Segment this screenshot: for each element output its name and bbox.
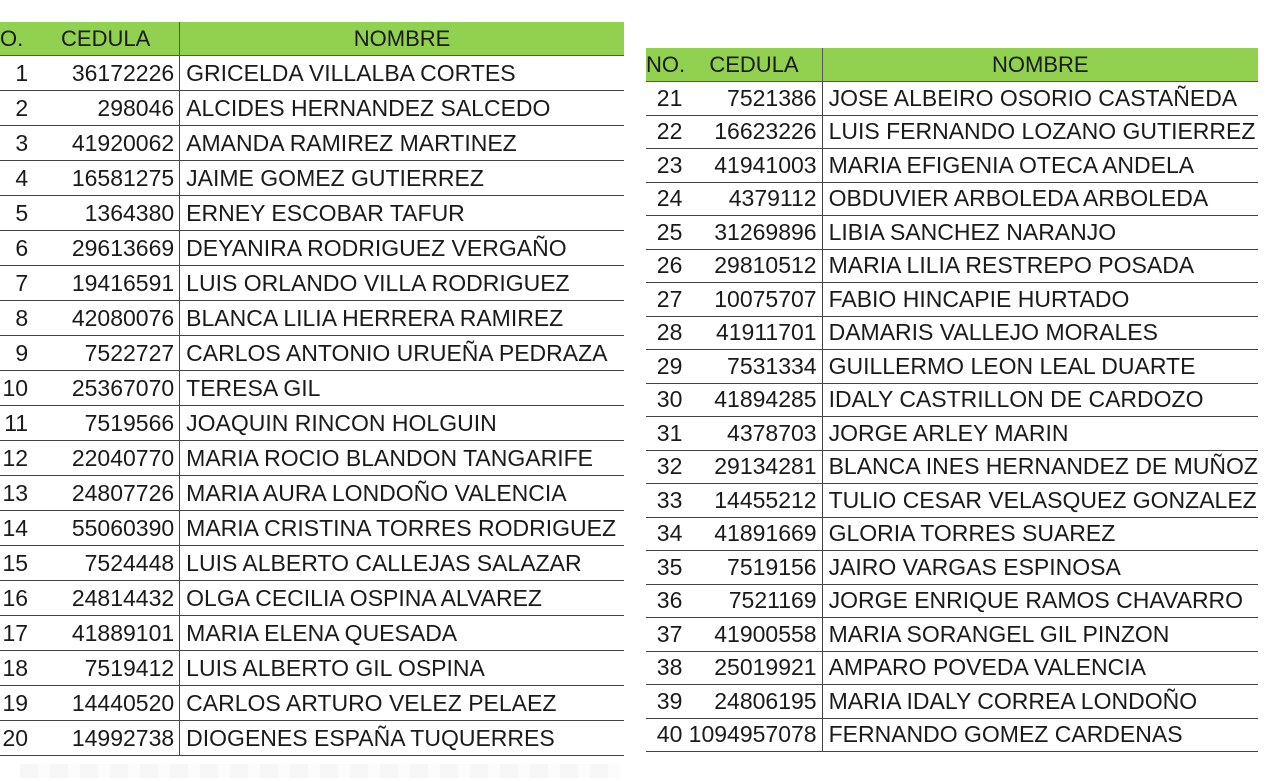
nombre-cell: TULIO CESAR VELASQUEZ GONZALEZ (822, 484, 1258, 518)
nombre-cell: ALCIDES HERNANDEZ SALCEDO (180, 91, 624, 126)
cedula-cell: 25367070 (32, 371, 180, 406)
nombre-cell: OBDUVIER ARBOLEDA ARBOLEDA (822, 182, 1258, 216)
left-table-panel (0, 22, 636, 758)
table-row (646, 182, 1258, 216)
table-row (646, 149, 1258, 183)
cedula-cell: 14455212 (686, 484, 822, 518)
cedula-cell: 7522727 (32, 336, 180, 371)
cedula-cell: 7521386 (686, 82, 822, 116)
cedula-cell: 36172226 (32, 56, 180, 91)
cedula-cell: 29810512 (686, 249, 822, 283)
cedula-cell: 29134281 (686, 450, 822, 484)
table-row (646, 283, 1258, 317)
table-row (646, 517, 1258, 551)
row-number-cell: 21 (646, 82, 686, 116)
row-number-cell: 24 (646, 182, 686, 216)
nombre-cell: DAMARIS VALLEJO MORALES (822, 316, 1258, 350)
nombre-cell: JOAQUIN RINCON HOLGUIN (180, 406, 624, 441)
row-number-cell: 4 (0, 161, 32, 196)
nombre-cell: MARIA CRISTINA TORRES RODRIGUEZ (180, 511, 624, 546)
cedula-cell: 7519566 (32, 406, 180, 441)
left-table-body (0, 56, 624, 756)
table-row (646, 82, 1258, 116)
cedula-cell: 55060390 (32, 511, 180, 546)
cedula-cell: 4378703 (686, 417, 822, 451)
row-number-cell: 31 (646, 417, 686, 451)
table-row (646, 350, 1258, 384)
table-row (0, 126, 624, 161)
row-number-cell: 15 (0, 546, 32, 581)
nombre-cell: JORGE ARLEY MARIN (822, 417, 1258, 451)
cedula-cell: 19416591 (32, 266, 180, 301)
header-row (0, 22, 624, 56)
table-row (0, 336, 624, 371)
nombre-cell: CARLOS ARTURO VELEZ PELAEZ (180, 686, 624, 721)
nombre-cell: MARIA ELENA QUESADA (180, 616, 624, 651)
nombre-cell: IDALY CASTRILLON DE CARDOZO (822, 383, 1258, 417)
cedula-cell: 7531334 (686, 350, 822, 384)
column-header-cedula: CEDULA (686, 48, 822, 82)
row-number-cell: 17 (0, 616, 32, 651)
cedula-cell: 7519412 (32, 651, 180, 686)
cedula-cell: 1364380 (32, 196, 180, 231)
row-number-cell: 12 (0, 441, 32, 476)
cedula-cell: 4379112 (686, 182, 822, 216)
nombre-cell: DEYANIRA RODRIGUEZ VERGAÑO (180, 231, 624, 266)
row-number-cell: 10 (0, 371, 32, 406)
right-table (646, 48, 1258, 752)
row-number-cell: 18 (0, 651, 32, 686)
row-number-cell: 11 (0, 406, 32, 441)
table-row (646, 115, 1258, 149)
table-row (646, 685, 1258, 719)
table-row (0, 196, 624, 231)
row-number-cell: 20 (0, 721, 32, 756)
row-number-cell: 13 (0, 476, 32, 511)
table-row (0, 441, 624, 476)
table-row (0, 231, 624, 266)
faint-bleed-through (20, 764, 620, 778)
nombre-cell: FABIO HINCAPIE HURTADO (822, 283, 1258, 317)
row-number-cell: 6 (0, 231, 32, 266)
row-number-cell: 2 (0, 91, 32, 126)
nombre-cell: GRICELDA VILLALBA CORTES (180, 56, 624, 91)
row-number-cell: 22 (646, 115, 686, 149)
table-row (646, 618, 1258, 652)
header-row (646, 48, 1258, 82)
cedula-cell: 298046 (32, 91, 180, 126)
table-row (646, 450, 1258, 484)
column-header-no: NO. (646, 48, 686, 82)
nombre-cell: FERNANDO GOMEZ CARDENAS (822, 718, 1258, 752)
nombre-cell: LUIS ALBERTO CALLEJAS SALAZAR (180, 546, 624, 581)
row-number-cell: 28 (646, 316, 686, 350)
cedula-cell: 16581275 (32, 161, 180, 196)
cedula-cell: 41900558 (686, 618, 822, 652)
row-number-cell: 35 (646, 551, 686, 585)
cedula-cell: 42080076 (32, 301, 180, 336)
row-number-cell: 25 (646, 216, 686, 250)
table-row (0, 581, 624, 616)
nombre-cell: MARIA AURA LONDOÑO VALENCIA (180, 476, 624, 511)
table-row (0, 91, 624, 126)
cedula-cell: 41941003 (686, 149, 822, 183)
row-number-cell: 39 (646, 685, 686, 719)
table-row (0, 266, 624, 301)
cedula-cell: 41894285 (686, 383, 822, 417)
cedula-cell: 31269896 (686, 216, 822, 250)
nombre-cell: AMPARO POVEDA VALENCIA (822, 651, 1258, 685)
table-row (646, 417, 1258, 451)
nombre-cell: JAIME GOMEZ GUTIERREZ (180, 161, 624, 196)
row-number-cell: 19 (0, 686, 32, 721)
table-row (0, 546, 624, 581)
column-header-nombre: NOMBRE (180, 22, 624, 56)
nombre-cell: OLGA CECILIA OSPINA ALVAREZ (180, 581, 624, 616)
table-row (646, 484, 1258, 518)
nombre-cell: JAIRO VARGAS ESPINOSA (822, 551, 1258, 585)
column-header-cedula: CEDULA (32, 22, 180, 56)
cedula-cell: 24807726 (32, 476, 180, 511)
row-number-cell: 27 (646, 283, 686, 317)
cedula-cell: 25019921 (686, 651, 822, 685)
row-number-cell: 34 (646, 517, 686, 551)
nombre-cell: MARIA LILIA RESTREPO POSADA (822, 249, 1258, 283)
table-row (0, 721, 624, 756)
cedula-cell: 22040770 (32, 441, 180, 476)
nombre-cell: BLANCA LILIA HERRERA RAMIREZ (180, 301, 624, 336)
table-row (646, 584, 1258, 618)
cedula-cell: 7519156 (686, 551, 822, 585)
cedula-cell: 1094957078 (686, 718, 822, 752)
nombre-cell: MARIA ROCIO BLANDON TANGARIFE (180, 441, 624, 476)
table-row (0, 616, 624, 651)
row-number-cell: 32 (646, 450, 686, 484)
cedula-cell: 14992738 (32, 721, 180, 756)
row-number-cell: 26 (646, 249, 686, 283)
left-table (0, 22, 624, 756)
nombre-cell: MARIA SORANGEL GIL PINZON (822, 618, 1258, 652)
table-row (0, 686, 624, 721)
row-number-cell: 23 (646, 149, 686, 183)
nombre-cell: LUIS FERNANDO LOZANO GUTIERREZ (822, 115, 1258, 149)
nombre-cell: GLORIA TORRES SUAREZ (822, 517, 1258, 551)
row-number-cell: 38 (646, 651, 686, 685)
nombre-cell: GUILLERMO LEON LEAL DUARTE (822, 350, 1258, 384)
cedula-cell: 7521169 (686, 584, 822, 618)
nombre-cell: LIBIA SANCHEZ NARANJO (822, 216, 1258, 250)
row-number-cell: 16 (0, 581, 32, 616)
nombre-cell: LUIS ORLANDO VILLA RODRIGUEZ (180, 266, 624, 301)
table-row (0, 161, 624, 196)
cedula-cell: 41889101 (32, 616, 180, 651)
row-number-cell: 29 (646, 350, 686, 384)
right-table-panel (646, 48, 1270, 758)
table-row (0, 56, 624, 91)
cedula-cell: 7524448 (32, 546, 180, 581)
row-number-cell: 37 (646, 618, 686, 652)
column-header-no: O. (0, 22, 32, 56)
nombre-cell: BLANCA INES HERNANDEZ DE MUÑOZ (822, 450, 1258, 484)
cedula-cell: 16623226 (686, 115, 822, 149)
cedula-cell: 41920062 (32, 126, 180, 161)
cedula-cell: 41911701 (686, 316, 822, 350)
cedula-cell: 24814432 (32, 581, 180, 616)
column-header-nombre: NOMBRE (822, 48, 1258, 82)
table-row (646, 718, 1258, 752)
row-number-cell: 8 (0, 301, 32, 336)
table-row (0, 476, 624, 511)
row-number-cell: 1 (0, 56, 32, 91)
nombre-cell: AMANDA RAMIREZ MARTINEZ (180, 126, 624, 161)
row-number-cell: 3 (0, 126, 32, 161)
table-row (646, 249, 1258, 283)
table-row (646, 383, 1258, 417)
nombre-cell: TERESA GIL (180, 371, 624, 406)
table-row (0, 651, 624, 686)
nombre-cell: JOSE ALBEIRO OSORIO CASTAÑEDA (822, 82, 1258, 116)
row-number-cell: 5 (0, 196, 32, 231)
nombre-cell: MARIA IDALY CORREA LONDOÑO (822, 685, 1258, 719)
row-number-cell: 40 (646, 718, 686, 752)
row-number-cell: 33 (646, 484, 686, 518)
nombre-cell: JORGE ENRIQUE RAMOS CHAVARRO (822, 584, 1258, 618)
row-number-cell: 7 (0, 266, 32, 301)
row-number-cell: 9 (0, 336, 32, 371)
nombre-cell: CARLOS ANTONIO URUEÑA PEDRAZA (180, 336, 624, 371)
right-table-body (646, 82, 1258, 752)
cedula-cell: 41891669 (686, 517, 822, 551)
nombre-cell: LUIS ALBERTO GIL OSPINA (180, 651, 624, 686)
table-row (646, 551, 1258, 585)
nombre-cell: DIOGENES ESPAÑA TUQUERRES (180, 721, 624, 756)
table-row (646, 316, 1258, 350)
cedula-cell: 10075707 (686, 283, 822, 317)
row-number-cell: 14 (0, 511, 32, 546)
cedula-cell: 14440520 (32, 686, 180, 721)
table-row (0, 511, 624, 546)
table-row (0, 406, 624, 441)
table-row (0, 301, 624, 336)
table-row (0, 371, 624, 406)
row-number-cell: 30 (646, 383, 686, 417)
table-row (646, 216, 1258, 250)
row-number-cell: 36 (646, 584, 686, 618)
table-row (646, 651, 1258, 685)
nombre-cell: MARIA EFIGENIA OTECA ANDELA (822, 149, 1258, 183)
cedula-cell: 29613669 (32, 231, 180, 266)
cedula-cell: 24806195 (686, 685, 822, 719)
nombre-cell: ERNEY ESCOBAR TAFUR (180, 196, 624, 231)
